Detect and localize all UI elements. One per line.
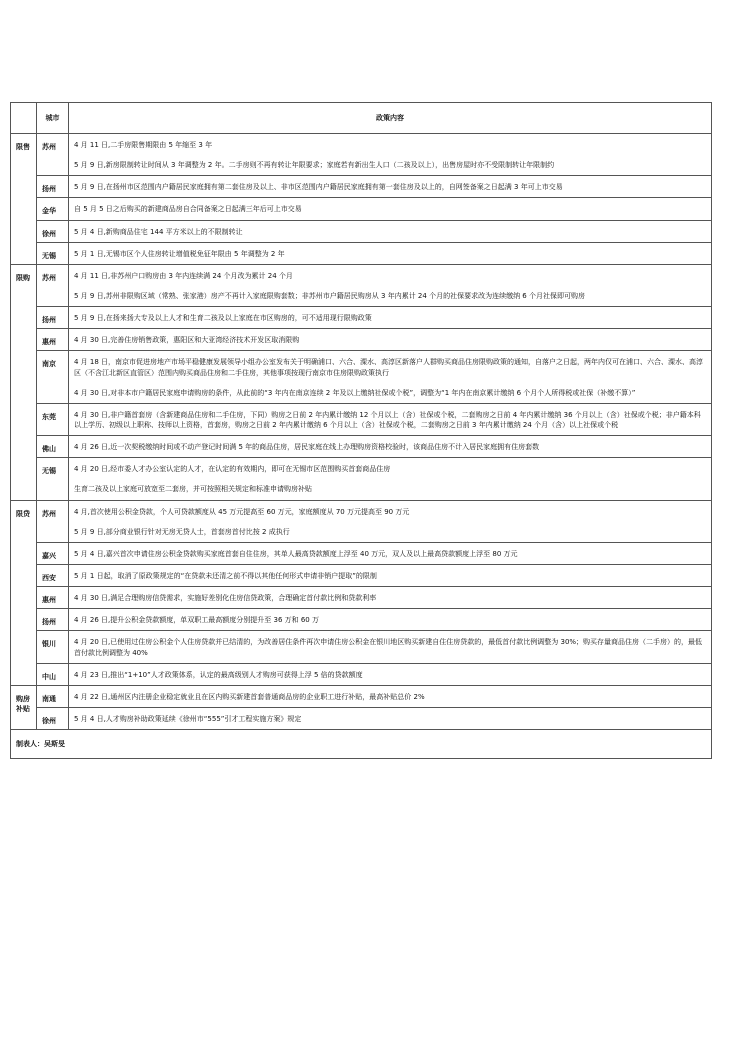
policy-line: 5 月 9 日,新房限制转让时间从 3 年调整为 2 年。二手房则不再有转让年限要求；家庭若有新出生人口（二孩及以上），出售房屋时亦不受限制转让年限制约 xyxy=(74,161,555,170)
policy-line: 4 月 23 日,推出“1+10”人才政策体系，认定的最高级别人才购房可获得上浮 5 倍的贷款额度 xyxy=(74,670,363,679)
city-cell: 徐州 xyxy=(37,220,69,242)
table-row xyxy=(11,609,712,631)
category-cell: 限购 xyxy=(11,264,37,500)
table-row xyxy=(11,329,712,351)
table-row xyxy=(11,307,712,329)
policy-line: 4 月 26 日,近一次契税缴纳时间或不动产登记时间满 5 年的商品住房，居民家庭在线上办理购房资格校验时，该商品住房不计入居民家庭拥有住房套数 xyxy=(74,443,540,452)
policy-line: 4 月 22 日,通州区内注册企业稳定就业且在区内购买新建首套普通商品房的企业职工进行补贴，最高补贴总价 2% xyxy=(74,692,425,701)
city-cell: 苏州 xyxy=(37,500,69,542)
table-row xyxy=(11,707,712,729)
city-cell: 徐州 xyxy=(37,707,69,729)
policy-document xyxy=(10,102,712,759)
policy-line: 4 月 26 日,提升公积金贷款额度，单双职工最高额度分别提升至 36 万和 60 万 xyxy=(74,616,319,625)
policy-cell xyxy=(69,587,712,609)
policy-cell xyxy=(69,351,712,403)
policy-table xyxy=(10,102,712,759)
policy-cell xyxy=(69,663,712,685)
footer-row xyxy=(11,730,712,759)
policy-cell xyxy=(69,500,712,542)
policy-cell xyxy=(69,307,712,329)
policy-line: 4 月,首次使用公积金贷款，个人可贷款额度从 45 万元提高至 60 万元，家庭额度从 70 万元提高至 90 万元 xyxy=(74,507,410,516)
policy-cell xyxy=(69,564,712,586)
city-cell: 中山 xyxy=(37,663,69,685)
policy-cell xyxy=(69,176,712,198)
policy-line: 4 月 20 日,经市委人才办公室认定的人才，在认定的有效期内，即可在无锡市区范围购买首套商品住房 xyxy=(74,465,391,474)
city-cell: 金华 xyxy=(37,198,69,220)
city-cell: 苏州 xyxy=(37,264,69,306)
header-city: 城市 xyxy=(37,103,69,134)
city-cell: 南京 xyxy=(37,351,69,403)
table-row xyxy=(11,542,712,564)
policy-cell xyxy=(69,542,712,564)
policy-line: 5 月 9 日,苏州非限购区域（常熟、张家港）房产不再计入家庭限购套数；非苏州市户籍居民购房从 3 年内累计 24 个月的社保要求改为连续缴纳 6 个月社保即可购房 xyxy=(74,291,585,300)
table-row xyxy=(11,631,712,663)
policy-line: 4 月 11 日,二手房限售期限由 5 年缩至 3 年 xyxy=(74,141,213,149)
table-row xyxy=(11,176,712,198)
city-cell: 西安 xyxy=(37,564,69,586)
policy-line: 4 月 11 日,非苏州户口购房由 3 年内连续满 24 个月改为累计 24 个月 xyxy=(74,271,293,280)
header-policy: 政策内容 xyxy=(69,103,712,134)
city-cell: 银川 xyxy=(37,631,69,663)
author-note: 制表人：吴斯旻 xyxy=(11,730,712,759)
table-row xyxy=(11,458,712,500)
table-row xyxy=(11,220,712,242)
policy-line: 4 月 30 日,完善住房销售政策，惠阳区和大亚湾经济技术开发区取消限购 xyxy=(74,336,300,345)
policy-cell xyxy=(69,134,712,176)
policy-line: 5 月 9 日,在扬州市区范围内户籍居民家庭拥有第二套住房及以上、非市区范围内户籍居民家庭拥有第一套住房及以上的，自网签备案之日起满 3 年可上市交易 xyxy=(74,183,563,192)
city-cell: 嘉兴 xyxy=(37,542,69,564)
policy-line: 4 月 30 日,非户籍首套房（含新建商品住房和二手住房，下同）购房之日前 2 年内累计缴纳 12 个月以上（含）社保或个税，二套购房之日前 4 年内累计缴纳 36 个月以上（含）社保或个税；非户籍本科以上学历、初级以上职称、技师以上资格，首套房，购房之日前 2 年内累计缴纳 6 个月以上（含）社保或个税，二套购房之日前 3 年内累计缴纳 24 个月（含）以上社保或个税 xyxy=(74,410,701,429)
policy-cell xyxy=(69,198,712,220)
policy-line: 生育二孩及以上家庭可放宽至二套房，并可按照相关规定和标准申请购房补贴 xyxy=(74,485,312,494)
policy-cell xyxy=(69,631,712,663)
table-row xyxy=(11,264,712,306)
policy-line: 4 月 30 日,对非本市户籍居民家庭申请购房的条件，从此前的“3 年内在南京连续 2 年及以上缴纳社保或个税”，调整为“1 年内在南京累计缴纳 6 个月个人所得税或社保（补缴不算）” xyxy=(74,388,636,397)
city-cell: 惠州 xyxy=(37,587,69,609)
city-cell: 无锡 xyxy=(37,458,69,500)
category-cell: 限贷 xyxy=(11,500,37,685)
policy-cell xyxy=(69,242,712,264)
category-cell: 限售 xyxy=(11,134,37,265)
table-body xyxy=(11,134,712,730)
city-cell: 苏州 xyxy=(37,134,69,176)
city-cell: 南通 xyxy=(37,685,69,707)
table-header-row xyxy=(11,103,712,134)
policy-line: 4 月 18 日，南京市促进房地产市场平稳健康发展领导小组办公室发布关于明确浦口、六合、溧水、高淳区新落户人群购买商品住房限购政策的通知，自落户之日起，两年内仅可在浦口、六合、溧水、高淳区（不含江北新区直管区）范围内购买商品住房和二手住房，其他事项按现行南京市住房限购政策执行 xyxy=(74,358,704,377)
policy-cell xyxy=(69,458,712,500)
category-cell: 购房补贴 xyxy=(11,685,37,729)
policy-cell xyxy=(69,707,712,729)
policy-line: 5 月 9 日,在扬来扬大专及以上人才和生育二孩及以上家庭在市区购房的，可不适用现行限购政策 xyxy=(74,314,372,323)
policy-line: 自 5 月 5 日之后购买的新建商品房自合同备案之日起满三年后可上市交易 xyxy=(74,205,302,214)
table-row xyxy=(11,564,712,586)
table-row xyxy=(11,134,712,176)
header-blank xyxy=(11,103,37,134)
table-row xyxy=(11,242,712,264)
city-cell: 无锡 xyxy=(37,242,69,264)
city-cell: 佛山 xyxy=(37,436,69,458)
policy-line: 5 月 1 日,无锡市区个人住房转让增值税免征年限由 5 年调整为 2 年 xyxy=(74,249,285,258)
city-cell: 东莞 xyxy=(37,403,69,435)
table-row xyxy=(11,436,712,458)
table-row xyxy=(11,403,712,435)
policy-cell xyxy=(69,436,712,458)
city-cell: 扬州 xyxy=(37,609,69,631)
table-row xyxy=(11,685,712,707)
policy-line: 5 月 4 日,新购商品住宅 144 平方米以上的不限制转让 xyxy=(74,227,243,236)
policy-line: 5 月 1 日起，取消了原政策规定的“在贷款未还清之前不得以其他任何形式申请非销户提取”的限制 xyxy=(74,571,377,580)
policy-line: 4 月 20 日,已使用过住房公积金个人住房贷款并已结清的，为改善居住条件再次申请住房公积金在银川地区购买新建自住住房贷款的，最低首付款比例调整为 30%；购买存量商品住房（二手房）的，最低首付款比例调整为 40% xyxy=(74,638,703,657)
table-row xyxy=(11,500,712,542)
policy-line: 5 月 9 日,部分商业银行针对无房无贷人士，首套房首付比按 2 成执行 xyxy=(74,527,290,536)
city-cell: 扬州 xyxy=(37,176,69,198)
policy-cell xyxy=(69,403,712,435)
policy-line: 5 月 4 日,嘉兴首次申请住房公积金贷款购买家庭首套自住住房，其单人最高贷款额度上浮至 40 万元，双人及以上最高贷款额度上浮至 80 万元 xyxy=(74,549,518,558)
policy-line: 4 月 30 日,满足合理购房信贷需求，实施好差别化住房信贷政策，合理确定首付款比例和贷款利率 xyxy=(74,594,377,603)
city-cell: 扬州 xyxy=(37,307,69,329)
policy-cell xyxy=(69,609,712,631)
table-row xyxy=(11,198,712,220)
policy-cell xyxy=(69,685,712,707)
table-row xyxy=(11,351,712,403)
policy-line: 5 月 4 日,人才购房补助政策延续《徐州市“555”引才工程实施方案》规定 xyxy=(74,714,302,723)
table-row xyxy=(11,663,712,685)
policy-cell xyxy=(69,220,712,242)
city-cell: 惠州 xyxy=(37,329,69,351)
policy-cell xyxy=(69,329,712,351)
policy-cell xyxy=(69,264,712,306)
table-row xyxy=(11,587,712,609)
